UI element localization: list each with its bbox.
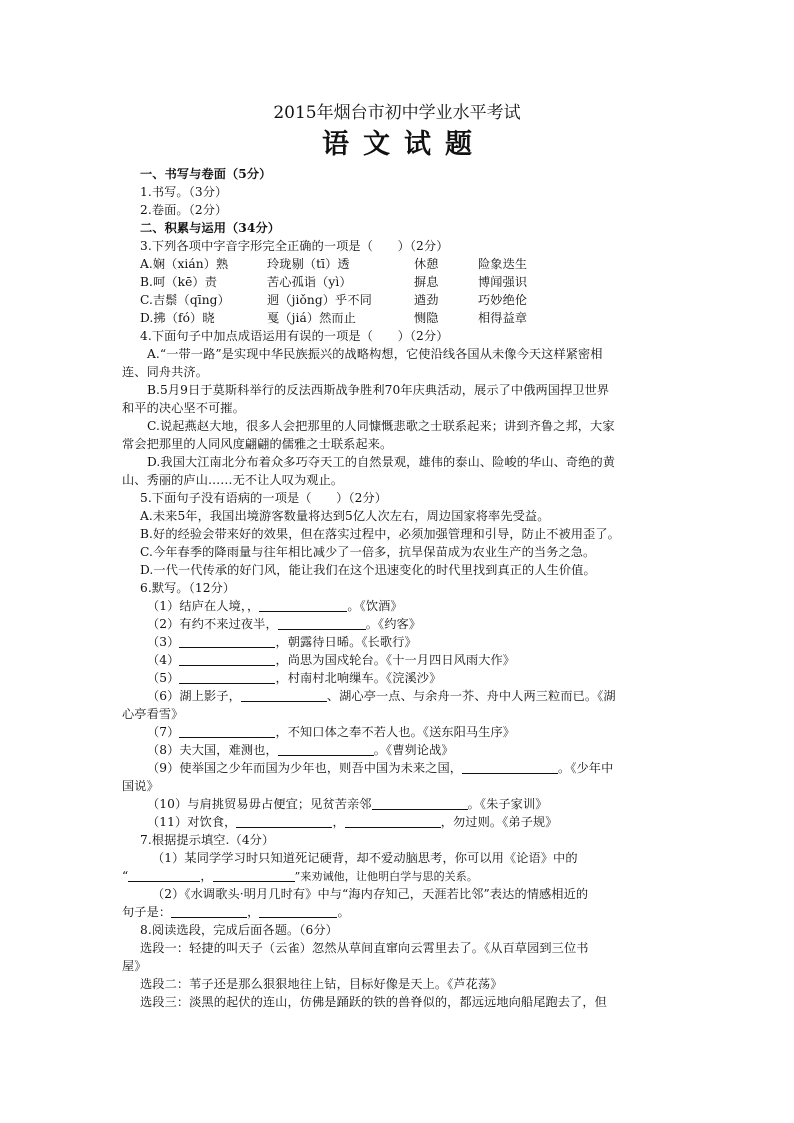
- answer-blank[interactable]: [259, 599, 347, 612]
- q3-option-b: [140, 273, 685, 291]
- q4-a-line2: 连、同舟共济。: [122, 365, 209, 379]
- q6-item-8: （8）夫大国，难测也， 。《曹刿论战》: [147, 743, 454, 757]
- q3-b-4: 博闻强识: [478, 275, 528, 289]
- q6-item-9: （9）使举国之少年而国为少年也，则吾中国为未来之国， 。《少年中: [147, 761, 614, 775]
- q8-stem: 8.阅读选段，完成后面各题。（6分）: [140, 923, 338, 937]
- q3-b-3: 摒息: [414, 275, 439, 289]
- q6-item-5: （5） ，村南村北响缫车。《浣溪沙》: [147, 671, 442, 685]
- q8-excerpt-2: 选段二：苇子还是那么狠狠地往上钻，目标好像是天上。《芦花荡》: [140, 977, 503, 991]
- q8-excerpt-1-line1: 选段一：轻捷的叫天子（云雀）忽然从草间直窜向云霄里去了。《从百草园到三位书: [140, 941, 589, 955]
- q7-part2-line2: 句子是： ， 。: [122, 905, 350, 919]
- q6-item-9-cont: 国说》: [122, 779, 159, 793]
- q3-d-4: 相得益章: [478, 311, 528, 325]
- q5-a: A.未来5年，我国出境游客数量将达到5亿人次左右，周边国家将率先受益。: [140, 509, 550, 523]
- q6-item-7: （7） ，不知口体之奉不若人也。《送东阳马生序》: [147, 725, 516, 739]
- answer-blank[interactable]: [179, 635, 275, 648]
- q3-stem: 3.下列各项中字音字形完全正确的一项是（ ）（2分）: [140, 239, 449, 253]
- q5-stem: 5.下面句子没有语病的一项是（ ）（2分）: [140, 491, 388, 505]
- answer-blank[interactable]: [462, 761, 558, 774]
- q4-c-line1: C.说起燕赵大地，很多人会把那里的人同慷慨悲歌之士联系起来；讲到齐鲁之邦，大家: [147, 419, 615, 433]
- q5-b: B.好的经验会带来好的效果，但在落实过程中，必须加强管理和引导，防止不被用歪了。: [140, 527, 620, 541]
- q5-d: D.一代一代传承的好门风，能让我们在这个迅速变化的时代里找到真正的人生价值。: [140, 563, 596, 577]
- q8-excerpt-1-line2: 屋》: [122, 959, 147, 973]
- q3-option-a: [140, 255, 685, 273]
- subject-title: 语文试题: [322, 129, 486, 160]
- q3-c-2: 迥（jiǒng）乎不同: [267, 293, 372, 307]
- q6-item-10: （10）与肩挑贸易毋占便宜；见贫苦亲邻 。《朱子家训》: [147, 797, 548, 811]
- q4-d-line2: 山、秀丽的庐山……无不让人叹为观止。: [122, 473, 344, 487]
- q6-item-3: （3） ，朝露待日晞。《长歌行》: [147, 635, 417, 649]
- q3-c-4: 巧妙绝伦: [478, 293, 528, 307]
- q3-option-d: [140, 309, 685, 327]
- section-1-heading: 一、书写与卷面（5分）: [140, 167, 272, 181]
- exam-title: 2015年烟台市初中学业水平考试: [273, 103, 521, 123]
- q3-a-3: 休憩: [414, 257, 439, 271]
- answer-blank[interactable]: [179, 671, 275, 684]
- q7-stem: 7.根据提示填空.（4分）: [140, 833, 275, 847]
- q6-stem: 6.默写。（12分）: [140, 581, 236, 595]
- q6-item-2: （2）有约不来过夜半， 。《约客》: [147, 617, 422, 631]
- q3-d-1: D.拂（fó）晓: [140, 311, 215, 325]
- answer-blank[interactable]: [241, 689, 327, 702]
- answer-blank[interactable]: [179, 725, 275, 738]
- answer-blank[interactable]: [345, 815, 441, 828]
- answer-blank[interactable]: [372, 797, 468, 810]
- answer-blank[interactable]: [179, 653, 275, 666]
- answer-blank[interactable]: [236, 815, 332, 828]
- section-2-heading: 二、积累与运用（34分）: [140, 221, 281, 235]
- answer-blank[interactable]: [128, 869, 200, 882]
- q7-part1-line1: （1）某同学学习时只知道死记硬背，却不爱动脑思考，你可以用《论语》中的: [152, 851, 578, 865]
- q3-option-c: [140, 291, 685, 309]
- answer-blank[interactable]: [213, 869, 295, 882]
- q3-a-2: 玲珑剔（tī）透: [267, 257, 350, 271]
- q3-c-3: 遒劲: [414, 293, 439, 307]
- q4-c-line2: 常会把那里的人同风度翩翩的儒雅之士联系起来。: [122, 437, 393, 451]
- q3-d-3: 恻隐: [414, 311, 439, 325]
- q2: 2.卷面。（2分）: [140, 203, 228, 217]
- q4-a-line1: A.“一带一路”是实现中华民族振兴的战略构想，它使沿线各国从未像今天这样紧密相: [147, 347, 603, 361]
- q3-d-2: 戛（jiá）然而止: [267, 311, 356, 325]
- answer-blank[interactable]: [259, 905, 337, 918]
- q6-item-6-cont: 心亭看雪》: [122, 707, 184, 721]
- q3-b-1: B.呵（kē）责: [140, 275, 217, 289]
- q1: 1.书写。（3分）: [140, 185, 228, 199]
- q3-a-4: 险象迭生: [478, 257, 528, 271]
- answer-blank[interactable]: [278, 743, 374, 756]
- q7-part1-line2: “ ， ”来劝诫他，让他明白学与思的关系。: [122, 869, 478, 883]
- q6-item-4: （4） ，尚思为国戍轮台。《十一月四日风雨大作》: [147, 653, 516, 667]
- q6-item-11: （11）对饮食， ， ，勿过则。《弟子规》: [147, 815, 558, 829]
- q5-c: C.今年春季的降雨量与往年相比减少了一倍多，抗旱保苗成为农业生产的当务之急。: [140, 545, 596, 559]
- q3-a-1: A.娴（xián）熟: [140, 257, 229, 271]
- q6-item-6: （6）湖上影子， 、湖心亭一点、与余舟一芥、舟中人两三粒而已。《湖: [147, 689, 616, 703]
- q8-excerpt-3: 选段三：淡黑的起伏的连山，仿佛是踊跃的铁的兽脊似的，都远远地向船尾跑去了，但: [140, 995, 607, 1009]
- q4-stem: 4.下面句子中加点成语运用有误的一项是（ ）（2分）: [140, 329, 449, 343]
- q3-b-2: 苦心孤诣（yì）: [267, 275, 352, 289]
- q4-d-line1: D.我国大江南北分布着众多巧夺天工的自然景观，雄伟的泰山、险峻的华山、奇绝的黄: [147, 455, 616, 469]
- answer-blank[interactable]: [171, 905, 247, 918]
- q3-c-1: C.吉鬃（qīng）: [140, 293, 230, 307]
- q7-part2-line1: （2）《水调歌头·明月几时有》中与“海内存知己，天涯若比邻”表达的情感相近的: [152, 887, 589, 901]
- q6-item-1: （1）结庐在人境，， 。《饮酒》: [147, 599, 403, 613]
- q4-b-line1: B.5月9日于莫斯科举行的反法西斯战争胜利70年庆典活动，展示了中俄两国捍卫世界: [147, 383, 610, 397]
- q4-b-line2: 和平的决心坚不可摧。: [122, 401, 245, 415]
- answer-blank[interactable]: [278, 617, 366, 630]
